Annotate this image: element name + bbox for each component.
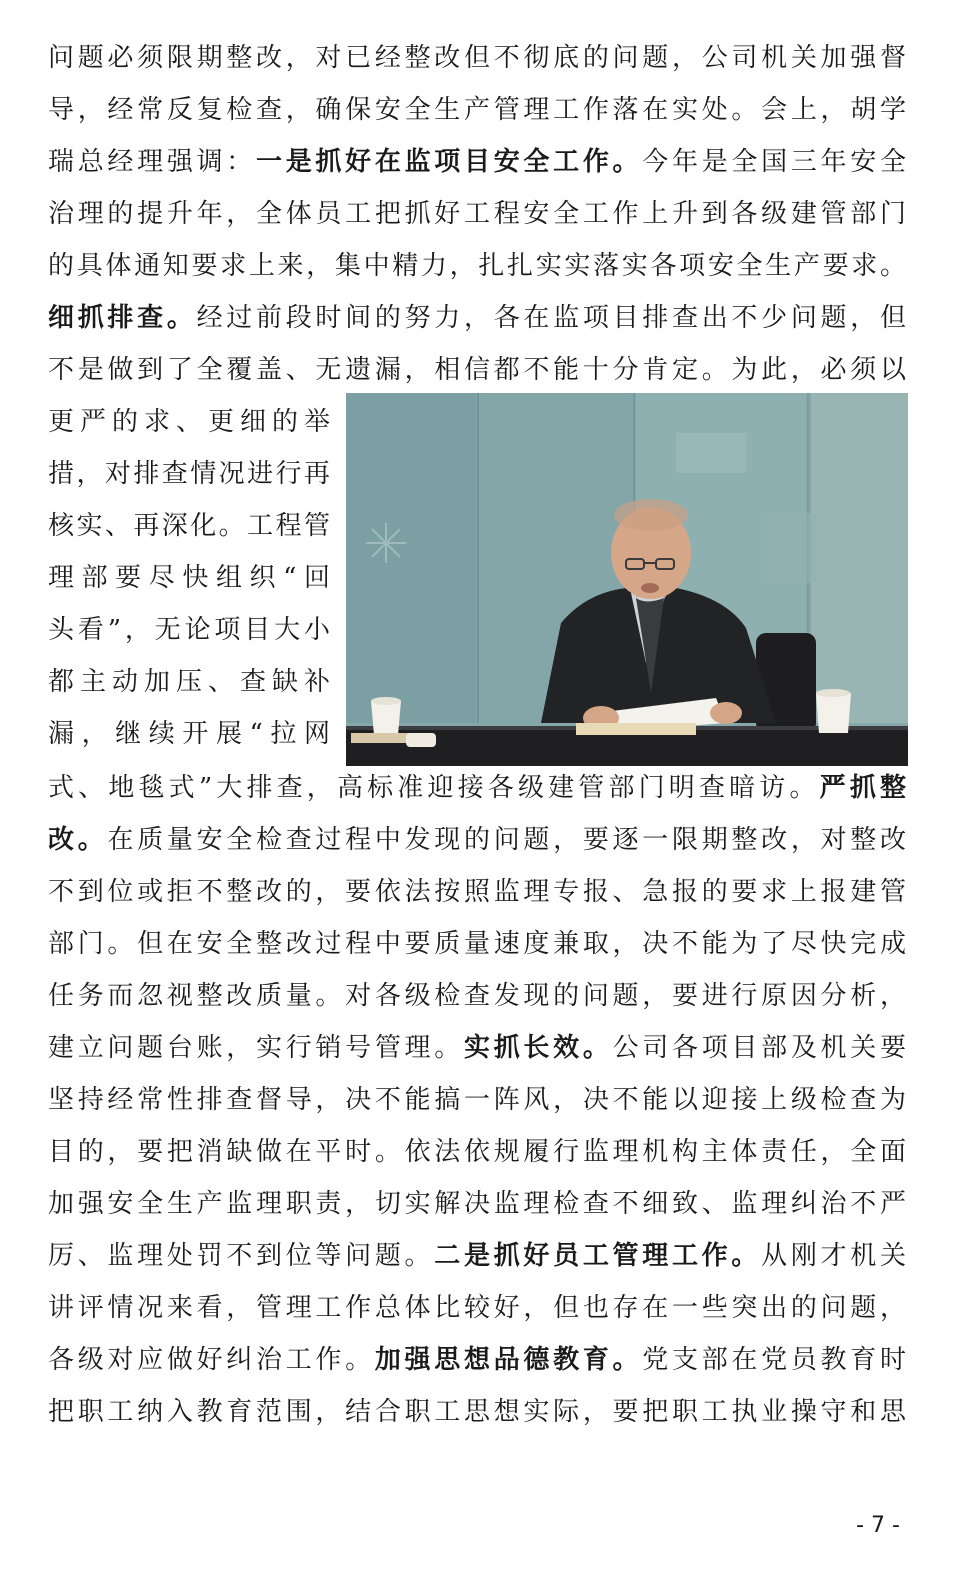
text-run: 不是做到了全覆盖、无遗漏，相信都不能十分肯定。为此，必须以	[48, 355, 906, 385]
text-run: 式、地毯式”大排查，高标准迎接各级建管部门明查暗访。	[48, 773, 820, 803]
bold-phrase: 实抓长效。	[463, 1033, 613, 1063]
text-line	[48, 92, 906, 128]
text-line	[48, 612, 330, 648]
text-line	[48, 508, 330, 544]
text-run: 措，对排查情况进行再	[48, 459, 330, 489]
text-line	[48, 926, 906, 962]
bold-phrase: 一是抓好在监项目安全工作。	[256, 147, 643, 177]
text-run: 更严的求、更细的举	[48, 407, 330, 437]
text-run: 党支部在党员教育时	[642, 1345, 906, 1375]
text-run: 厉、监理处罚不到位等问题。	[48, 1241, 435, 1271]
text-run: 公司各项目部及机关要	[612, 1033, 906, 1063]
text-line	[48, 456, 330, 492]
text-run: 理部要尽快组织“回	[48, 563, 330, 593]
text-line	[48, 144, 906, 180]
text-line	[48, 1030, 906, 1066]
text-line	[48, 1134, 906, 1170]
bold-phrase: 加强思想品德教育。	[374, 1345, 643, 1375]
text-line	[48, 300, 906, 336]
text-line	[48, 822, 906, 858]
text-line	[48, 664, 330, 700]
bold-phrase: 细抓排查。	[48, 303, 197, 333]
text-run: 瑞总经理强调：	[48, 147, 256, 177]
text-run: 坚持经常性排查督导，决不能搞一阵风，决不能以迎接上级检查为	[48, 1085, 906, 1115]
text-line	[48, 978, 906, 1014]
text-run: 部门。但在安全整改过程中要质量速度兼取，决不能为了尽快完成	[48, 929, 906, 959]
text-run: 各级对应做好纠治工作。	[48, 1345, 375, 1375]
bold-phrase: 改。	[48, 825, 108, 855]
text-line	[48, 1082, 906, 1118]
text-line	[48, 1394, 906, 1430]
text-run: 核实、再深化。工程管	[48, 511, 330, 541]
text-run: 头看”，无论项目大小	[48, 615, 330, 645]
text-line	[48, 196, 906, 232]
text-run: 任务而忽视整改质量。对各级检查发现的问题，要进行原因分析，	[48, 981, 906, 1011]
text-run: 导，经常反复检查，确保安全生产管理工作落在实处。会上，胡学	[48, 95, 906, 125]
text-line	[48, 40, 906, 76]
text-line	[48, 874, 906, 910]
bold-phrase: 严抓整	[819, 773, 906, 803]
meeting-photo	[346, 393, 908, 766]
text-run: 讲评情况来看，管理工作总体比较好，但也存在一些突出的问题，	[48, 1293, 906, 1323]
text-run: 的具体通知要求上来，集中精力，扎扎实实落实各项安全生产要求。	[48, 251, 906, 281]
text-run: 加强安全生产监理职责，切实解决监理检查不细致、监理纠治不严	[48, 1189, 906, 1219]
text-line	[48, 1290, 906, 1326]
text-line	[48, 560, 330, 596]
text-line	[48, 716, 330, 752]
text-run: 把职工纳入教育范围，结合职工思想实际，要把职工执业操守和思	[48, 1397, 906, 1427]
text-run: 建立问题台账，实行销号管理。	[48, 1033, 464, 1063]
text-run: 目的，要把消缺做在平时。依法依规履行监理机构主体责任，全面	[48, 1137, 906, 1167]
bold-phrase: 二是抓好员工管理工作。	[434, 1241, 762, 1271]
text-line	[48, 1342, 906, 1378]
text-line	[48, 404, 330, 440]
page-number: - 7 -	[856, 1513, 900, 1538]
text-run: 从刚才机关	[761, 1241, 906, 1271]
text-line	[48, 248, 906, 284]
text-line	[48, 1186, 906, 1222]
text-run: 都主动加压、查缺补	[48, 667, 330, 697]
text-run: 治理的提升年，全体员工把抓好工程安全工作上升到各级建管部门	[48, 199, 906, 229]
text-run: 不到位或拒不整改的，要依法按照监理专报、急报的要求上报建管	[48, 877, 906, 907]
text-run: 经过前段时间的努力，各在监项目排查出不少问题，但	[196, 303, 906, 333]
text-run: 今年是全国三年安全	[642, 147, 906, 177]
text-run: 在质量安全检查过程中发现的问题，要逐一限期整改，对整改	[107, 825, 906, 855]
text-run: 问题必须限期整改，对已经整改但不彻底的问题，公司机关加强督	[48, 43, 906, 73]
text-line	[48, 770, 906, 806]
text-run: 漏，继续开展“拉网	[48, 719, 330, 749]
text-line	[48, 352, 906, 388]
text-line	[48, 1238, 906, 1274]
